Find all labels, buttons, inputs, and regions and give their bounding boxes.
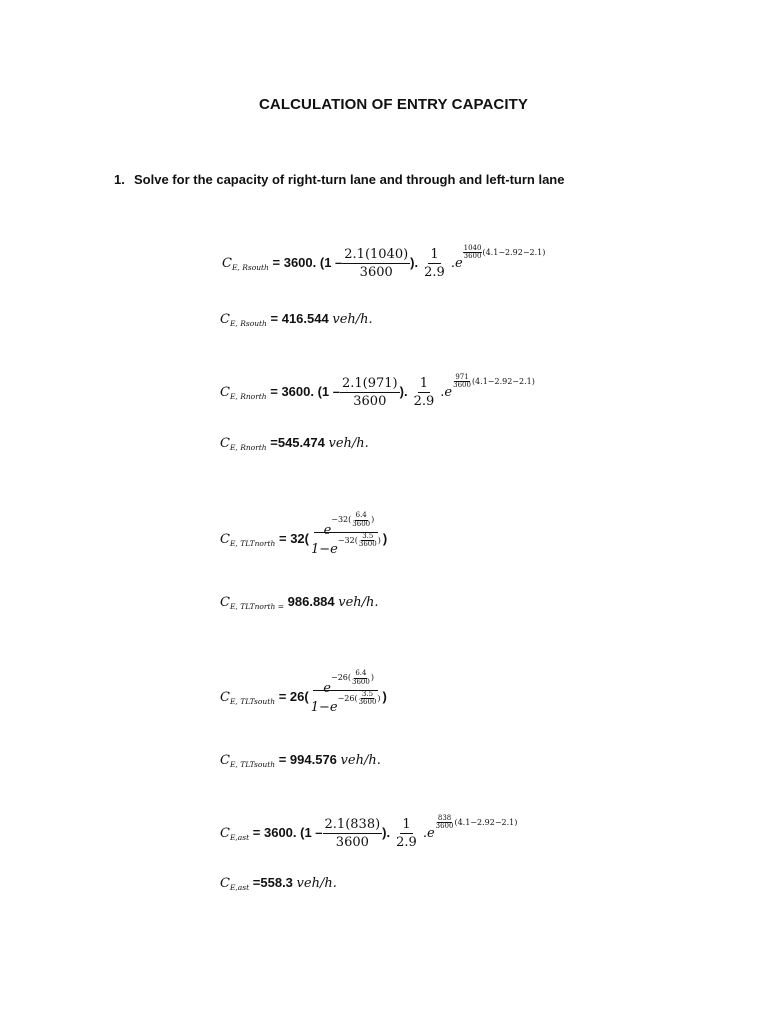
equals-sign: = [266,311,282,326]
exp-base: e [323,681,331,696]
exponent-close: ) [370,673,374,682]
unit: veh/h. [338,595,379,610]
exponent-numerator: 3.5 [361,690,374,698]
fraction-denominator: 3600 [335,835,369,850]
exponent-numerator: 838 [437,814,452,823]
equals-sign: = [249,875,261,890]
exponent-numerator: 6.4 [355,669,367,678]
exponent-rest: (4.1−2.92−2.1) [482,247,546,257]
question-text: Solve for the capacity of right-turn lane and through and left-turn lane [134,172,565,187]
fraction [323,818,383,849]
unit: veh/h. [328,436,369,451]
result-ast [220,876,337,890]
equals-sign: = [275,531,291,546]
coefficient: 3600. (1 – [281,383,340,399]
exponent [337,690,381,707]
fraction-2 [412,377,437,408]
exponent [463,244,546,261]
equation-tltsouth [220,669,387,715]
result-value: 994.576 [289,752,337,767]
equals-sign: = [275,752,290,767]
exponent [330,669,374,686]
denominator-lead: 1−e [310,699,338,715]
exponent-prefix: −32( [337,535,358,545]
exponent-denominator: 3600 [435,822,454,831]
fraction-denominator: 2.9 [424,265,445,280]
var-subscript: E, Rnorth [229,391,267,401]
exponent-close: ) [377,693,381,703]
page-title: CALCULATION OF ENTRY CAPACITY [259,96,529,113]
exponent-rest: (4.1−2.92−2.1) [471,376,535,386]
var-c: C [220,312,230,327]
fraction-2 [422,248,447,279]
unit: veh/h. [340,753,381,768]
fraction [309,511,383,557]
equals-sign: = [275,689,290,704]
close-paren: ). [382,824,391,840]
exponent-fraction [435,815,455,831]
var-c: C [220,436,230,451]
fraction-numerator: 1 [419,376,429,391]
fraction-denominator: 2.9 [396,835,417,850]
var-subscript: E, TLTnorth [229,539,276,548]
result-tltsouth [220,753,381,767]
exponent-prefix: −26( [337,693,358,703]
var-subscript: E, TLTnorth = [229,602,285,611]
fraction-numerator: 2.1(1040) [344,247,409,262]
result-value: 558.3 [260,875,293,890]
exponent-denominator: 3600 [453,381,471,390]
close-paren: ). [399,383,408,399]
var-c: C [220,690,230,705]
var-c: C [220,384,230,400]
exponent-close: ) [371,515,375,524]
fraction [342,248,410,279]
exponent [337,532,381,549]
exp-base: .e [450,255,463,271]
var-c: C [222,255,232,271]
equation-ast [220,814,518,850]
exp-base: .e [440,384,453,400]
equals-sign: = [266,435,278,450]
denominator-lead: 1−e [310,541,338,557]
fraction-numerator: 2.1(971) [342,376,398,391]
var-subscript: E,ast [229,883,250,892]
fraction-denominator [309,690,383,715]
exponent-fraction [351,670,371,686]
result-rsouth [220,312,373,326]
var-c: C [220,825,230,841]
unit: veh/h. [332,312,373,327]
result-value: 545.474 [277,435,325,450]
equals-sign: = [266,383,282,399]
fraction [309,669,383,715]
exponent-numerator: 3.5 [362,532,374,540]
fraction-denominator: 3600 [359,265,393,280]
var-c: C [220,753,230,768]
close-paren: ). [410,254,419,270]
exponent-denominator: 3600 [463,252,482,261]
exponent-fraction [351,512,371,528]
exponent-denominator: 3600 [358,540,377,549]
exponent-fraction [463,245,483,261]
fraction-denominator: 2.9 [413,394,435,409]
equals-sign: = [268,254,284,270]
exponent-denominator: 3600 [352,677,370,686]
result-value: 416.544 [281,311,329,326]
var-subscript: E, Rsouth [231,262,269,272]
exponent-rest: (4.1−2.92−2.1) [454,817,518,827]
fraction-numerator: 1 [402,817,411,832]
var-c: C [220,532,230,547]
exponent-fraction [358,533,378,549]
var-subscript: E, Rsouth [229,319,267,328]
var-subscript: E, TLTsouth [229,697,276,706]
fraction-denominator [309,532,383,557]
result-rnorth [220,436,369,450]
exponent-prefix: −26( [330,673,351,682]
question-number: 1. [114,172,125,187]
exponent-numerator: 971 [455,373,469,382]
fraction-numerator: 1 [430,247,439,262]
exponent-fraction [358,690,381,707]
exponent-denominator: 3600 [352,519,371,528]
var-c: C [220,876,230,891]
fraction-2 [394,818,419,849]
exponent-prefix: −32( [331,515,352,524]
exponent-numerator: 6.4 [355,511,367,520]
result-value: 986.884 [287,594,335,609]
result-tltnorth [220,595,379,609]
exponent-denominator: 3600 [358,698,377,707]
exponent-fraction [452,374,472,390]
close-paren: ) [382,689,387,704]
fraction [340,377,400,408]
exponent-close: ) [377,535,381,545]
coefficient: 32( [290,531,309,546]
fraction-denominator: 3600 [353,394,387,409]
exponent [331,511,375,528]
equation-rnorth [220,373,535,409]
equation-tltnorth [220,511,388,557]
close-paren: ) [382,531,388,546]
coefficient: 3600. (1 – [283,254,343,270]
exponent [435,814,518,831]
var-c: C [220,595,230,610]
var-subscript: E,ast [229,832,250,842]
exponent-numerator: 1040 [463,244,482,253]
fraction-numerator: 2.1(838) [324,817,381,832]
equals-sign: = [249,824,264,840]
unit: veh/h. [296,876,337,891]
equation-rsouth [222,244,546,280]
coefficient: 26( [289,689,309,704]
var-subscript: E, Rnorth [229,443,267,452]
exp-base: e [323,523,332,538]
coefficient: 3600. (1 – [263,824,323,840]
exp-base: .e [422,825,435,841]
exponent [452,373,535,390]
var-subscript: E, TLTsouth [229,760,276,769]
